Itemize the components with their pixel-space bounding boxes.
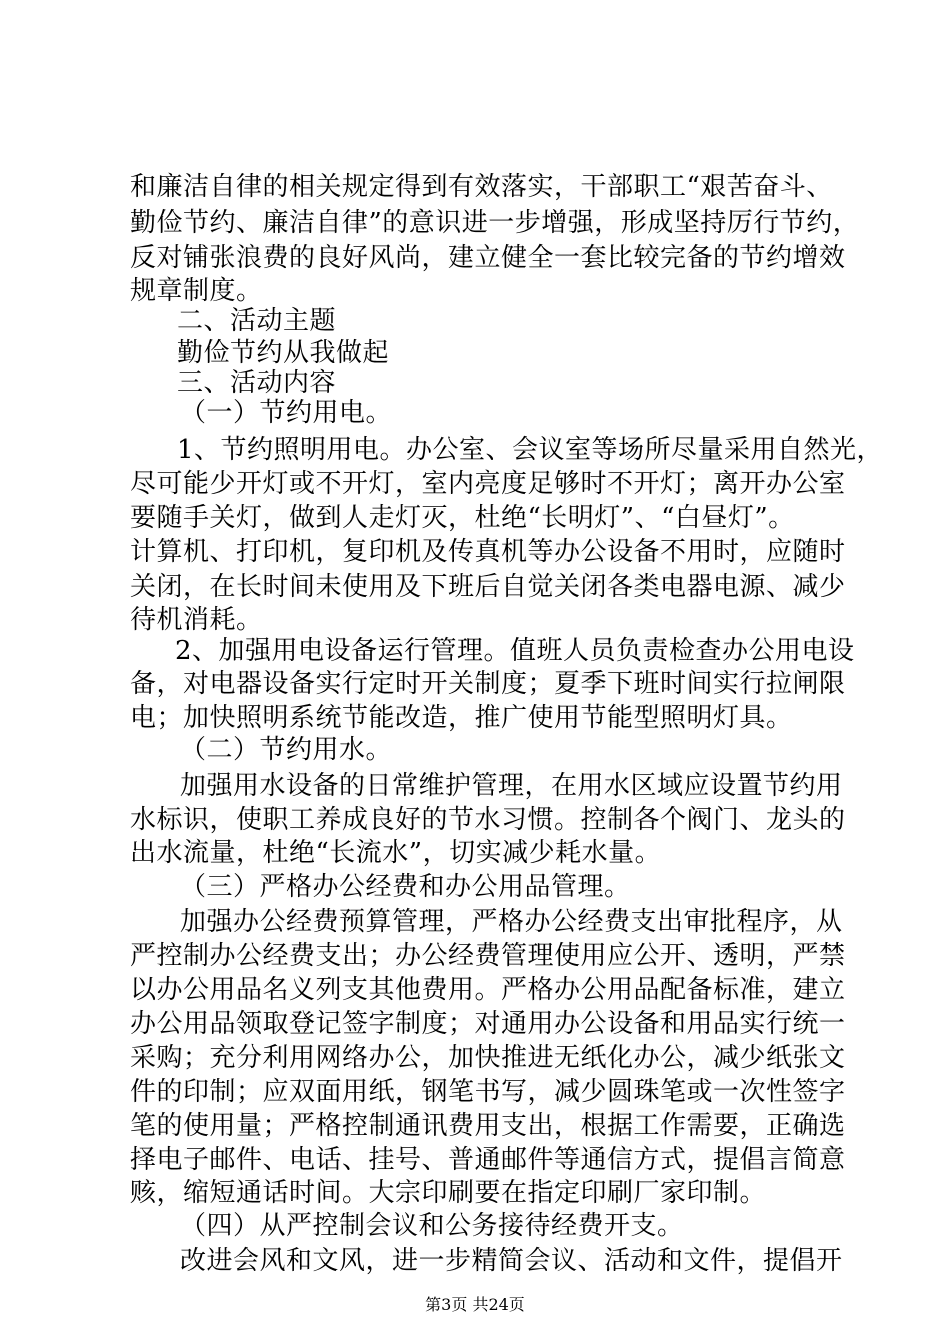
body-line: 2、加强用电设备运行管理。值班人员负责检查办公用电设 [175,636,855,666]
page-number-footer: 第3页 共24页 [425,1295,525,1314]
body-line: 备，对电器设备实行定时开关制度；夏季下班时间实行拉闸限 [130,669,846,699]
body-line: 要随手关灯，做到人走灯灭，杜绝“长明灯”、“白昼灯”。 [130,503,795,533]
body-line: 尽可能少开灯或不开灯，室内亮度足够时不开灯；离开办公室 [130,469,846,499]
body-line: 关闭，在长时间未使用及下班后自觉关闭各类电器电源、减少 [130,572,846,602]
body-line: 以办公用品名义列支其他费用。严格办公用品配备标准，建立 [130,975,846,1005]
section-heading: 三、活动内容 [177,368,337,398]
body-line: 加强办公经费预算管理，严格办公经费支出审批程序，从 [180,907,843,937]
body-line: 反对铺张浪费的良好风尚，建立健全一套比较完备的节约增效 [130,243,846,273]
body-line: 勤俭节约、廉洁自律”的意识进一步增强，形成坚持厉行节约， [130,208,860,238]
subsection-heading: （四）从严控制会议和公务接待经费开支。 [180,1211,684,1241]
body-line: 计算机、打印机，复印机及传真机等办公设备不用时，应随时 [130,537,846,567]
body-line: 择电子邮件、电话、挂号、普通邮件等通信方式，提倡言简意 [130,1145,846,1175]
subsection-heading: （三）严格办公经费和办公用品管理。 [180,872,631,902]
body-line: 笔的使用量；严格控制通讯费用支出，根据工作需要，正确选 [130,1111,846,1141]
body-line: 出水流量，杜绝“长流水”，切实减少耗水量。 [130,838,662,868]
body-line: 待机消耗。 [130,605,263,635]
body-line: 1、节约照明用电。办公室、会议室等场所尽量采用自然光， [177,435,884,465]
body-line: 加强用水设备的日常维护管理，在用水区域应设置节约用 [180,771,843,801]
body-line: 采购；充分利用网络办公，加快推进无纸化办公，减少纸张文 [130,1043,846,1073]
body-line: 件的印制；应双面用纸，钢笔书写，减少圆珠笔或一次性签字 [130,1077,846,1107]
body-line: 赅，缩短通话时间。大宗印刷要在指定印刷厂家印制。 [130,1178,767,1208]
body-line: 严控制办公经费支出；办公经费管理使用应公开、透明，严禁 [130,941,846,971]
subsection-heading: （一）节约用电。 [180,398,393,428]
body-line: 水标识，使职工养成良好的节水习惯。控制各个阀门、龙头的 [130,805,846,835]
subsection-heading: （二）节约用水。 [180,735,393,765]
body-line: 规章制度。 [130,276,263,306]
theme-text: 勤俭节约从我做起 [177,338,390,368]
body-line: 办公用品领取登记签字制度；对通用办公设备和用品实行统一 [130,1009,846,1039]
body-line: 和廉洁自律的相关规定得到有效落实，干部职工“艰苦奋斗、 [130,172,833,202]
body-line: 改进会风和文风，进一步精简会议、活动和文件，提倡开 [180,1246,843,1276]
body-line: 电；加快照明系统节能改造，推广使用节能型照明灯具。 [130,703,793,733]
section-heading: 二、活动主题 [177,306,337,336]
